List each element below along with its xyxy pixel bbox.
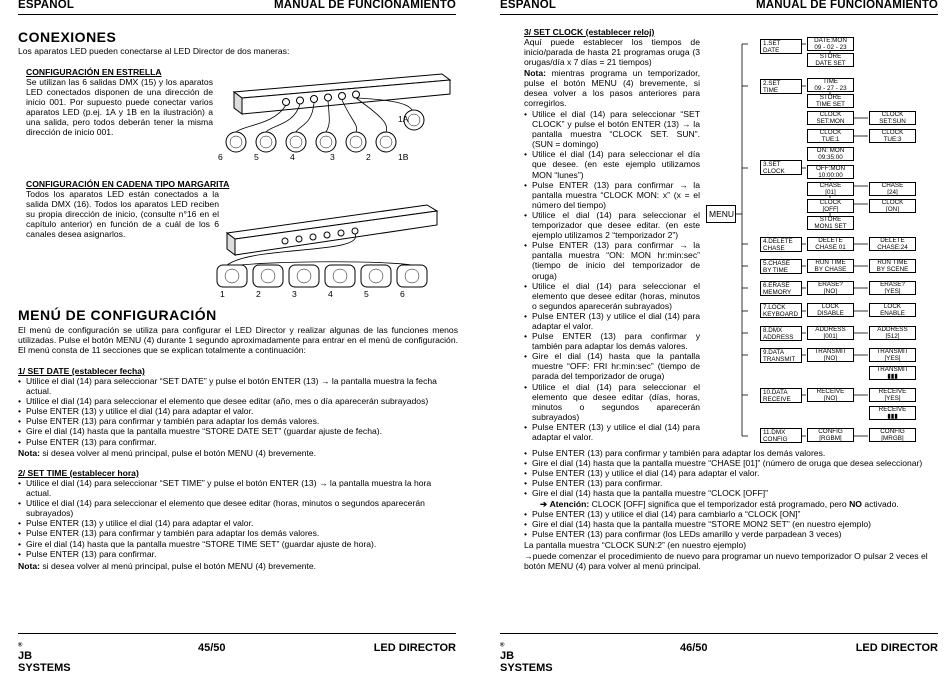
set-date-steps [18,376,438,447]
step-item: • Gire el dial (14) hasta que la pantalla muestre “CLOCK [OFF]” [524,488,944,498]
step-item: • Pulse ENTER (13) para confirmar. [524,478,944,488]
menu-item-set-clock: 3.SET CLOCK [760,160,802,175]
alt-display-box: TRANSMIT [YES] [869,348,916,362]
conexiones-title: CONEXIONES [18,29,117,45]
star-labels [214,70,464,170]
fixture-label: 3 [330,152,335,162]
set-clock-intro: Aquí puede establecer los tiempos de inicio/parada de hasta 21 programas oruga (3 orugas/día x 7 días = 21 tiempos) [524,37,700,68]
set-time-steps [18,478,438,559]
fixture-label: 5 [254,152,259,162]
page-footer [18,633,456,674]
header-language: ESPAÑOL [18,0,75,11]
set-time-note [18,561,458,571]
step-item: • Pulse ENTER (13) y utilice el dial (14) para adaptar el valor. [524,422,700,442]
display-box: CHASE [01] [807,182,854,196]
page-number: 45/50 [198,642,226,654]
set-date-note [18,448,458,458]
page-header [500,0,938,15]
alt-display-box: ADDRESS [512] [869,326,916,340]
footer-brand: JB SYSTEMS ® [18,642,71,674]
set-clock-steps [524,109,700,442]
step-item: • Utilice el dial (14) para seleccionar el elemento que desee editar (días, horas, minutos o segundos aparecerán subrayados) [524,382,700,422]
step-item: • Utilice el dial (14) para seleccionar “SET DATE” y pulse el botón ENTER (13) → la pantalla muestra la fecha actual. [18,376,438,396]
alt-display-box: DELETE CHASE:24 [869,237,916,251]
alt-display-box: ERASE? [YES] [869,281,916,295]
menu-config-intro: El menú de configuración se utiliza para configurar el LED Director y realizar algunas de las funciones menos utilizadas. Pulse el botón MENU (4) durante 1 segundo aproximadamente para entrar en el menú de configuración. El menú consta de 11 secciones que se explican totalmente a continuación: [18,325,458,356]
display-box: CLOCK TUE:1 [807,129,854,143]
step-item: • Pulse ENTER (13) y utilice el dial (14) para adaptar el valor. [524,311,700,331]
menu-item-erase-memory: 6.ERASE MEMORY [760,281,802,296]
right-page [482,0,950,674]
alt-display-box: TRANSMIT ▮▮▮ [869,366,916,380]
step-item: • Utilice el dial (14) para seleccionar “SET TIME” y pulse el botón ENTER (13) → la pantalla muestra la hora actual. [18,478,438,498]
alt-display-box: CLOCK [ON] [869,199,916,213]
display-box: CLOCK [OFF] [807,199,854,213]
header-manual-title: MANUAL DE FUNCIONAMIENTO [756,0,938,11]
display-box: CONFIG [RGBM] [807,428,854,442]
set-time-title: 2/ SET TIME (establecer hora) [18,468,139,478]
estrella-title: CONFIGURACIÓN EN ESTRELLA [26,67,162,77]
margarita-title: CONFIGURACIÓN EN CADENA TIPO MARGARITA [26,179,230,189]
display-box: OFF:MON 10:00:00 [807,165,854,179]
margarita-text: Todos los aparatos LED están conectados a la salida DMX (16). Todos los aparatos LED reciben su propia dirección de inicio, (consulte n°16 en el capítulo anterior) en función de a cuál de los 6 canales desea asignarlos. [26,189,219,240]
header-manual-title: MANUAL DE FUNCIONAMIENTO [274,0,456,11]
display-box: STORE TIME SET [807,94,854,108]
display-box: CLOCK SET:MON [807,111,854,125]
step-item: • Pulse ENTER (13) para confirmar y también para adaptar los demás valores. [18,528,438,538]
note-text: si desea volver al menú principal, pulse el botón MENU (4) brevemente. [39,561,317,571]
display-box: ERASE? [NO] [807,281,854,295]
alt-display-box: RUN TIME BY SCENE [869,259,916,273]
display-box: LOCK DISABLE [807,303,854,317]
note-label: Nota: [18,561,40,571]
footer-product: LED DIRECTOR [373,642,456,654]
display-box: RECEIVE [NO] [807,388,854,402]
page-header [18,0,456,15]
header-language: ESPAÑOL [500,0,557,11]
fixture-label: 1 [220,289,225,299]
step-item: • Pulse ENTER (13) para confirmar. [18,437,438,447]
display-box: STORE MON1 SET [807,216,854,230]
step-item: • Pulse ENTER (13) para confirmar y también para adaptar los demás valores. [524,448,944,458]
step-item: • Gire el dial (14) hasta que la pantalla muestre “OFF: FRI hr:min:sec” (tiempo de parada del temporizador de oruga) [524,351,700,381]
menu-item-chase-by-time: 5.CHASE BY TIME [760,259,802,274]
fixture-label: 3 [292,289,297,299]
fixture-label: 5 [364,289,369,299]
fixture-label: 1A [398,114,409,124]
page-footer [500,633,938,674]
display-box: STORE DATE SET [807,53,854,67]
display-box: ON: MON 09:35:00 [807,147,854,161]
menu-item-dmx-address: 8.DMX ADDRESS [760,326,802,341]
atencion-label: Atención: [549,499,590,509]
step-item: • Gire el dial (14) hasta que la pantalla muestre “STORE DATE SET” (guardar ajuste de fecha). [18,426,438,436]
fixture-label: 6 [218,152,223,162]
footer-product: LED DIRECTOR [855,642,938,654]
fixture-label: 6 [400,289,405,299]
display-box: TIME 09 - 27 - 23 [807,78,854,92]
fixture-label: 2 [256,289,261,299]
arrow-icon: ➔ [540,499,548,509]
step-item: • Utilice el dial (14) para seleccionar el temporizador que desee editar. (en este ejemplo utilizamos 2 “temporizador 2”) [524,210,700,240]
set-clock-note [524,68,700,108]
page-number: 46/50 [680,642,708,654]
step-item: • Gire el dial (14) hasta que la pantalla muestre “STORE MON2 SET” (en nuestro ejemplo) [524,519,944,529]
footer-brand: JB SYSTEMS ® [500,642,553,674]
conexiones-intro: Los aparatos LED pueden conectarse al LED Director de dos maneras: [18,46,290,56]
chain-labels [205,185,465,305]
step-item: • Pulse ENTER (13) para confirmar → la pantalla muestra “ON: MON hr:min:sec” (tiempo de inicio del temporizador de oruga) [524,240,700,280]
left-page [0,0,468,674]
menu-config-title: MENÚ DE CONFIGURACIÓN [18,307,217,323]
step-item: • Utilice el dial (14) para seleccionar el elemento que desee editar (horas, minutos o segundos aparecerán subrayados) [18,498,438,518]
menu-item-set-time: 2.SET TIME [760,79,802,94]
step-item: • Utilice el dial (14) para seleccionar el elemento que desee editar (horas, minutos o segundos aparecerán subrayados) [524,281,700,311]
set-clock-final-steps [524,509,944,539]
display-box: TRANSMIT [NO] [807,348,854,362]
menu-item-set-date: 1.SET DATE [760,39,802,54]
step-item: • Utilice el dial (14) para seleccionar el día que desee. (en este ejemplo utilizamos MON “lunes”) [524,149,700,179]
closing-line-1: La pantalla muestra “CLOCK SUN:2” (en nuestro ejemplo) [524,540,747,550]
menu-item-data-transmit: 9.DATA TRANSMIT [760,348,802,363]
alt-display-box: CLOCK SET:SUN [869,111,916,125]
display-box: DATE:MON 09 - 02 - 23 [807,37,854,51]
fixture-label: 2 [366,152,371,162]
estrella-text: Se utilizan las 6 salidas DMX (15) y los aparatos LED conectados disponen de una dirección de inicio 001. Por supuesto puede conectar varios aparatos LED (p.ej. 1A y 1B en la ilustración) a una salida, pero todos deberán tener la misma dirección de inicio 001. [26,77,213,138]
step-item: • Pulse ENTER (13) y utilice el dial (14) para cambiarlo a “CLOCK [ON]” [524,509,944,519]
step-item: • Pulse ENTER (13) para confirmar y también para adaptar los demás valores. [524,331,700,351]
step-item: • Pulse ENTER (13) y utilice el dial (14) para adaptar el valor. [18,406,438,416]
step-item: • Pulse ENTER (13) para confirmar (los LEDs amarillo y verde parpadean 3 veces) [524,529,944,539]
alt-display-box: CHASE [24] [869,182,916,196]
fixture-label: 4 [328,289,333,299]
alt-display-box: RECEIVE ▮▮▮ [869,406,916,420]
closing-line-2: →puede comenzar el procedimiento de nuevo para programar un nuevo temporizador O pulsar 2 veces el botón MENU (4) para volver al menú principal. [524,551,928,572]
fixture-label: 4 [290,152,295,162]
step-item: • Pulse ENTER (13) para confirmar → la pantalla muestra “CLOCK MON: x” (x = el número del tiempo) [524,180,700,210]
alt-display-box: LOCK ENABLE [869,303,916,317]
set-clock-title: 3/ SET CLOCK (establecer reloj) [524,27,655,37]
display-box: ADDRESS [001] [807,326,854,340]
step-item: • Pulse ENTER (13) para confirmar y también para adaptar los demás valores. [18,416,438,426]
atencion-note: ➔ Atención: CLOCK [OFF] significa que el temporizador está programado, pero NO activado. [540,499,899,509]
fixture-label: 1B [398,152,409,162]
menu-item-lock-keyboard: 7.LOCK KEYBOARD [760,303,802,318]
note-text: mientras programa un temporizador, pulse el botón MENU (4) brevemente, si desea volver a los pasos anteriores para corregirlos. [524,68,700,109]
note-text: si desea volver al menú principal, pulse el botón MENU (4) brevemente. [39,448,317,458]
step-item: • Utilice el dial (14) para seleccionar el elemento que desee editar (año, mes o día aparecerán subrayados) [18,396,438,406]
set-clock-steps-continued [524,448,944,498]
step-item: • Gire el dial (14) hasta que la pantalla muestre “CHASE [01]” (número de oruga que desea seleccionar) [524,458,944,468]
menu-root-button: MENU [706,205,736,223]
alt-display-box: CONFIG [MRGB] [869,428,916,442]
step-item: • Gire el dial (14) hasta que la pantalla muestre “STORE TIME SET” (guardar ajuste de hora). [18,539,438,549]
menu-item-data-receive: 10.DATA RECEIVE [760,388,802,403]
step-item: • Pulse ENTER (13) para confirmar. [18,549,438,559]
alt-display-box: CLOCK TUE:3 [869,129,916,143]
display-box: DELETE CHASE 01 [807,237,854,251]
alt-display-box: RECEIVE [YES] [869,388,916,402]
set-date-title: 1/ SET DATE (establecer fecha) [18,366,145,376]
note-label: Nota: [18,448,40,458]
note-label: Nota: [524,68,546,78]
step-item: • Pulse ENTER (13) y utilice el dial (14) para adaptar el valor. [18,518,438,528]
step-item: • Utilice el dial (14) para seleccionar “SET CLOCK” y pulse el botón ENTER (13) → la pantalla muestra “CLOCK SET. SUN”. (SUN = domingo) [524,109,700,149]
menu-item-dmx-config: 11.DMX CONFIG [760,428,802,443]
step-item: • Pulse ENTER (13) y utilice el dial (14) para adaptar el valor. [524,468,944,478]
menu-item-delete-chase: 4.DELETE CHASE [760,237,802,252]
display-box: RUN TIME BY CHASE [807,259,854,273]
